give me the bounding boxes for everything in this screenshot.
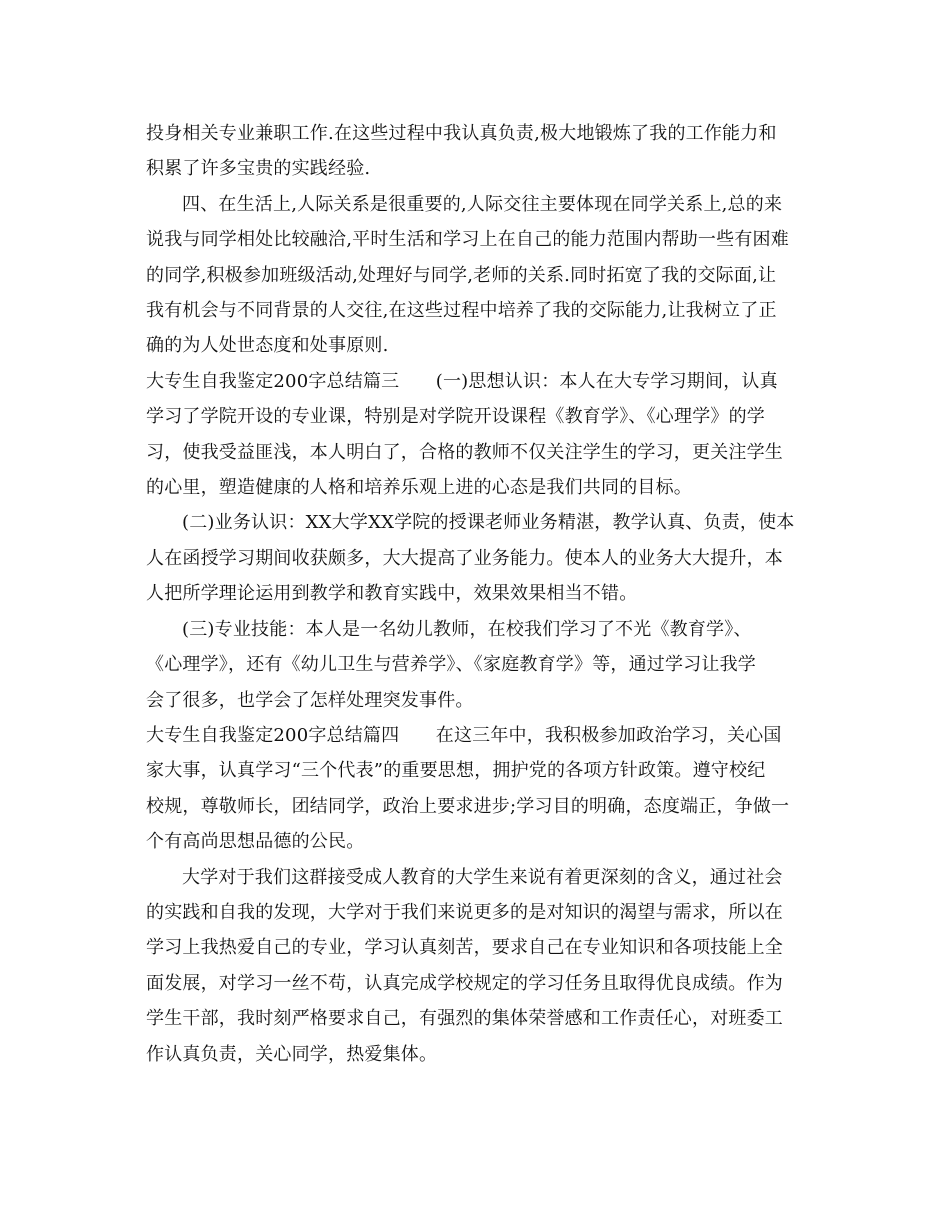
text-line: 的心里，塑造健康的人格和培养乐观上进的心态是我们共同的目标。	[146, 477, 692, 499]
document-body	[146, 116, 810, 1072]
text-line: 《心理学》，还有《幼儿卫生与营养学》、《家庭教育学》等，通过学习让我学	[146, 654, 756, 676]
text-line: 大专生自我鉴定200字总结篇四 在这三年中，我积极参加政治学习，关心国	[146, 724, 782, 746]
text-line: 大专生自我鉴定200字总结篇三 (一)思想认识：本人在大专学习期间，认真	[146, 370, 778, 392]
text-line: 学习上我热爱自己的专业，学习认真刻苦，要求自己在专业知识和各项技能上全	[146, 937, 783, 959]
text-line: 我有机会与不同背景的人交往,在这些过程中培养了我的交际能力,让我树立了正	[146, 300, 777, 322]
text-line: 说我与同学相处比较融洽,平时生活和学习上在自己的能力范围内帮助一些有困难	[146, 229, 789, 251]
text-line: 个有高尚思想品德的公民。	[146, 831, 365, 853]
text-line: 作认真负责，关心同学，热爱集体。	[146, 1043, 438, 1065]
text-line: 学生干部，我时刻严格要求自己，有强烈的集体荣誉感和工作责任心，对班委工	[146, 1008, 783, 1030]
text-line: 积累了许多宝贵的实践经验.	[146, 158, 371, 180]
text-line: 习，使我受益匪浅，本人明白了，合格的教师不仅关注学生的学习，更关注学生	[146, 441, 783, 463]
text-line: 面发展，对学习一丝不苟，认真完成学校规定的学习任务且取得优良成绩。作为	[146, 972, 783, 994]
text-line: (三)专业技能：本人是一名幼儿教师，在校我们学习了不光《教育学》、	[182, 618, 752, 640]
text-line: 的同学,积极参加班级活动,处理好与同学,老师的关系.同时拓宽了我的交际面,让	[146, 264, 777, 286]
text-line: (二)业务认识：XX大学XX学院的授课老师业务精湛，教学认真、负责，使本	[182, 512, 795, 534]
paragraph	[146, 116, 810, 187]
text-line: 学习了学院开设的专业课，特别是对学院开设课程《教育学》、《心理学》的学	[146, 406, 765, 428]
text-line: 大学对于我们这群接受成人教育的大学生来说有着更深刻的含义，通过社会	[182, 866, 783, 888]
paragraph	[146, 718, 810, 860]
paragraph	[146, 612, 810, 718]
paragraph	[146, 187, 810, 364]
paragraph	[146, 505, 810, 611]
text-line: 投身相关专业兼职工作.在这些过程中我认真负责,极大地锻炼了我的工作能力和	[146, 123, 777, 144]
text-line: 四、在生活上,人际关系是很重要的,人际交往主要体现在同学关系上,总的来	[182, 193, 783, 215]
text-line: 家大事，认真学习“三个代表”的重要思想，拥护党的各项方针政策。遵守校纪	[146, 760, 766, 782]
text-line: 校规，尊敬师长，团结同学，政治上要求进步;学习目的明确，态度端正，争做一	[146, 795, 790, 817]
text-line: 会了很多，也学会了怎样处理突发事件。	[146, 689, 474, 711]
paragraph	[146, 860, 810, 1072]
text-line: 的实践和自我的发现，大学对于我们来说更多的是对知识的渴望与需求，所以在	[146, 901, 783, 923]
text-line: 人在函授学习期间收获颇多，大大提高了业务能力。使本人的业务大大提升，本	[146, 547, 783, 569]
text-line: 人把所学理论运用到教学和教育实践中，效果效果相当不错。	[146, 583, 638, 605]
text-line: 确的为人处世态度和处事原则.	[146, 335, 389, 357]
paragraph	[146, 364, 810, 506]
